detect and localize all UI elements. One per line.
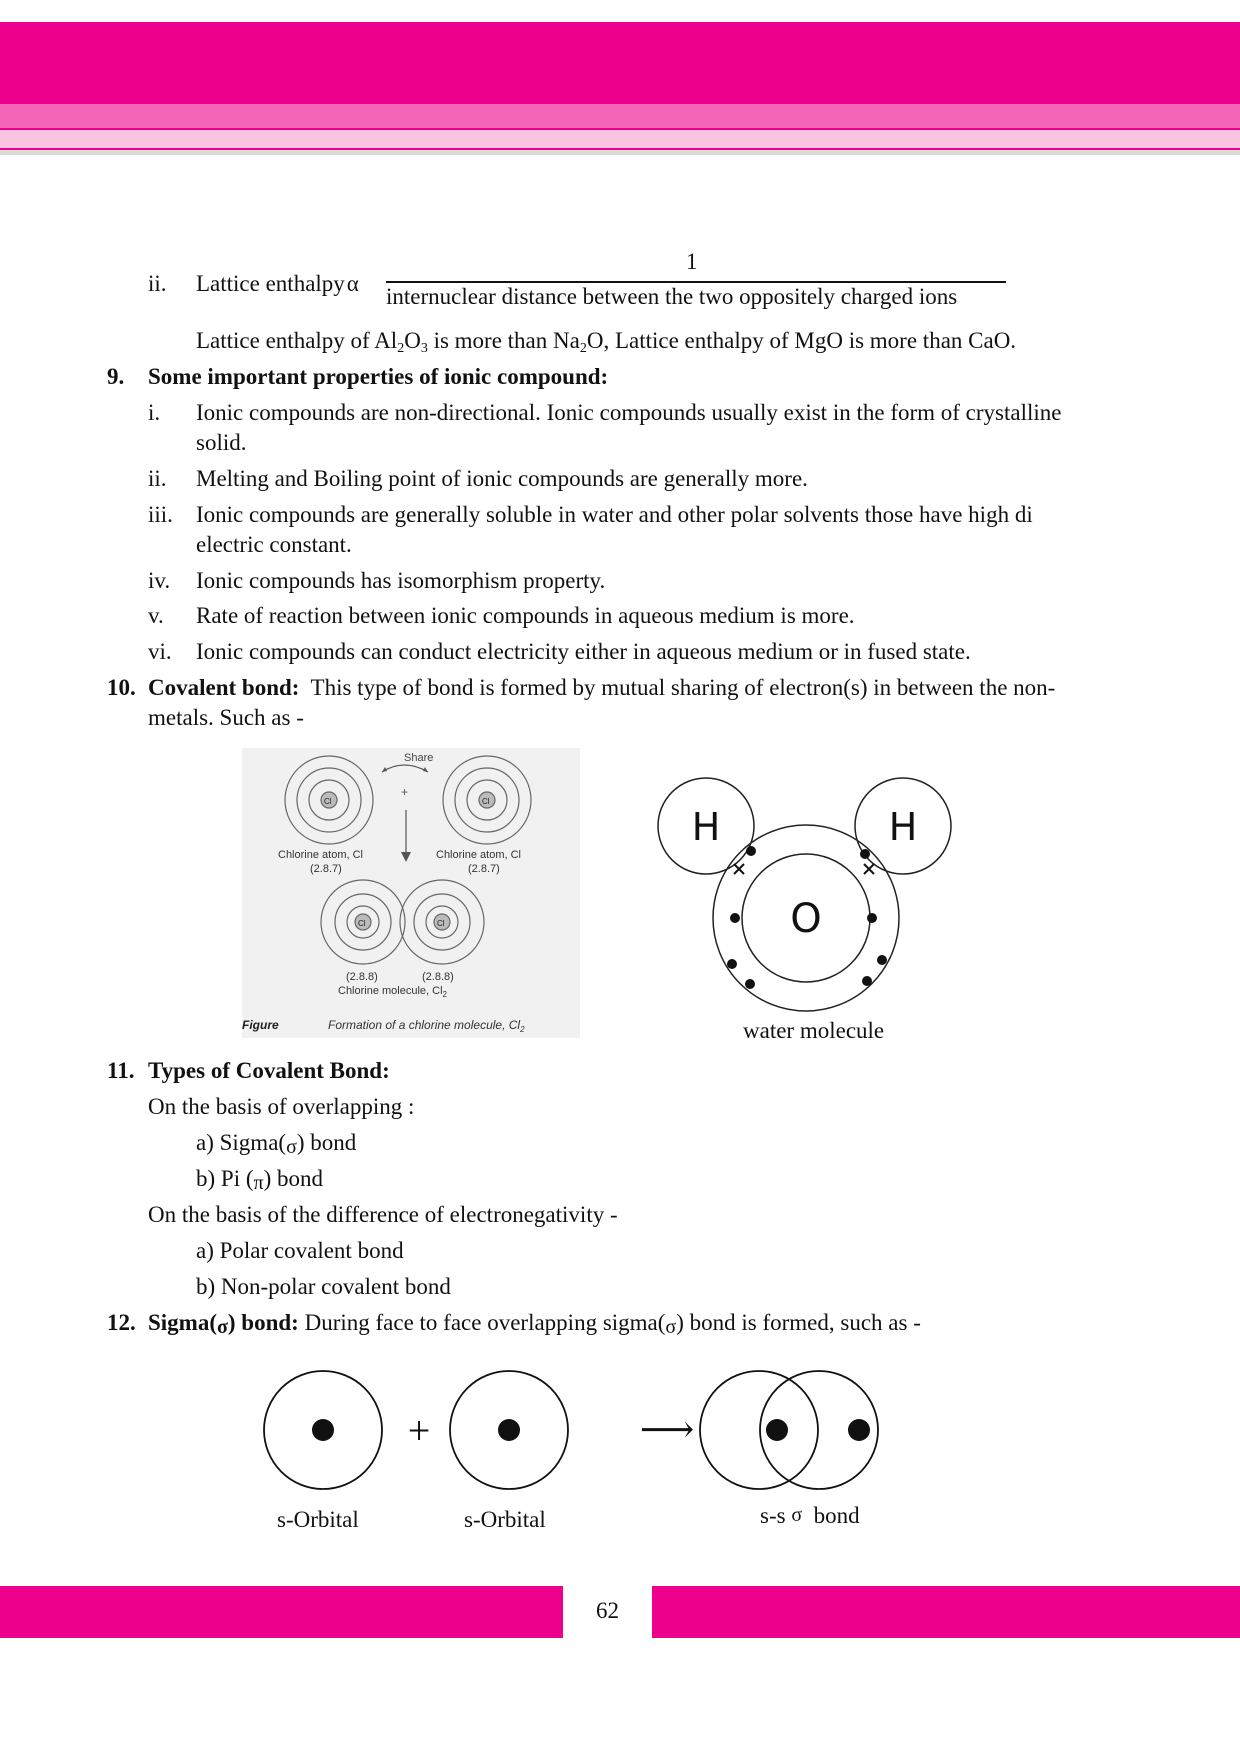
fraction-numerator: 1 <box>686 249 698 274</box>
list-item: Ionic compounds are non-directional. Ionic compounds usually exist in the form of crystalline <box>196 400 1062 425</box>
subscript: 2 <box>579 341 587 356</box>
subscript: 2 <box>442 990 447 999</box>
header-band-top <box>0 22 1240 104</box>
list-item: Ionic compounds has isomorphism property. <box>196 568 606 593</box>
nucleus-dot <box>312 1419 334 1441</box>
nucleus-label: Cl <box>482 797 490 806</box>
ss-sigma-bond-label <box>760 1502 860 1531</box>
header-band-middle <box>0 104 1240 128</box>
footer-band-left <box>0 1586 563 1638</box>
reaction-arrow-icon: ⟶ <box>639 1409 695 1451</box>
molecule-label <box>338 985 448 999</box>
lattice-comparison <box>196 327 1016 355</box>
hydrogen-electron-cross <box>734 864 744 874</box>
section-number: 12. <box>107 1310 136 1335</box>
item-number: i. <box>148 400 161 425</box>
list-item-text: ) bond <box>296 1130 357 1155</box>
list-item-continued: solid. <box>196 430 247 455</box>
section-text: This type of bond is formed by mutual sharing of electron(s) in between the non- <box>310 675 1056 700</box>
left-atom-config: (2.8.7) <box>310 863 342 875</box>
section-number: 9. <box>107 364 125 389</box>
footer-band-right <box>652 1586 1240 1638</box>
chlorine-molecule-figure <box>242 748 580 1038</box>
s-orbital-label: s-Orbital <box>277 1507 359 1532</box>
section-heading <box>148 1310 299 1338</box>
section-number: 11. <box>107 1058 135 1083</box>
item-number: vi. <box>148 639 172 664</box>
nucleus-label: Cl <box>358 919 366 928</box>
water-molecule-figure <box>656 772 956 1052</box>
sigma-symbol: σ <box>791 1504 803 1526</box>
section-number: 10. <box>107 675 136 700</box>
nucleus-dot <box>848 1419 870 1441</box>
left-atom-label: Chlorine atom, Cl <box>278 849 363 861</box>
section-heading: Types of Covalent Bond: <box>148 1058 390 1083</box>
heading-text: Sigma( <box>148 1310 217 1335</box>
header-band-light <box>0 130 1240 148</box>
item-number: ii. <box>148 466 167 491</box>
list-item: Rate of reaction between ionic compounds in aqueous medium is more. <box>196 603 855 628</box>
hydrogen-right-symbol: H <box>888 805 918 849</box>
subscript: 3 <box>420 341 428 356</box>
section-paragraph <box>148 1309 921 1338</box>
sigma-symbol: σ <box>665 1316 677 1338</box>
comparison-text: O <box>404 328 421 353</box>
list-item-text: b) Pi ( <box>196 1166 254 1191</box>
section-heading: Some important properties of ionic compound: <box>148 364 609 389</box>
right-atom-config: (2.8.7) <box>468 863 500 875</box>
basis-text: On the basis of overlapping : <box>148 1094 415 1119</box>
s-orbital-label: s-Orbital <box>464 1507 546 1532</box>
sigma-symbol: σ <box>217 1316 228 1338</box>
list-item: Melting and Boiling point of ionic compounds are generally more. <box>196 466 808 491</box>
label-text: s-s <box>760 1503 786 1528</box>
list-item: Ionic compounds are generally soluble in water and other polar solvents those have high di <box>196 502 1033 527</box>
share-label: Share <box>404 752 434 764</box>
figure-caption-text: Formation of a chlorine molecule, Cl <box>328 1018 521 1032</box>
list-item <box>196 1165 323 1194</box>
lattice-label-text: Lattice enthalpy <box>196 271 345 296</box>
oxygen-symbol: O <box>790 896 822 942</box>
item-number: iv. <box>148 568 171 593</box>
proportional-symbol: α <box>346 271 359 296</box>
figure-caption <box>328 1018 525 1034</box>
item-number: v. <box>148 603 164 628</box>
sigma-symbol: σ <box>286 1136 297 1158</box>
nucleus-dot <box>498 1419 520 1441</box>
section-text-continued: metals. Such as - <box>148 705 304 730</box>
heading-text: ) bond: <box>227 1310 299 1335</box>
subscript: 2 <box>520 1025 525 1034</box>
header-shadow <box>0 150 1240 155</box>
figure-word: Figure <box>242 1018 279 1032</box>
lattice-label <box>196 270 359 298</box>
list-item: a) Polar covalent bond <box>196 1238 404 1263</box>
plus-sign: + <box>407 1408 431 1453</box>
comparison-text: O, Lattice enthalpy of MgO is more than CaO. <box>586 328 1017 353</box>
label-text: bond <box>813 1503 860 1528</box>
hydrogen-electron-cross <box>864 864 874 874</box>
list-item <box>196 1129 356 1158</box>
nucleus-label: Cl <box>324 797 332 806</box>
molecule-label-text: Chlorine molecule, Cl <box>338 985 443 997</box>
down-arrowhead-icon <box>401 852 411 862</box>
list-item: Ionic compounds can conduct electricity either in aqueous medium or in fused state. <box>196 639 971 664</box>
overlap-orbital-left <box>700 1371 818 1489</box>
share-arrow-icon <box>382 765 428 772</box>
list-item-text: a) Sigma( <box>196 1130 287 1155</box>
hydrogen-left-symbol: H <box>691 805 721 849</box>
subscript: 2 <box>397 341 405 356</box>
molecule-config-right: (2.8.8) <box>422 971 454 983</box>
section-paragraph <box>148 674 1055 702</box>
right-atom-label: Chlorine atom, Cl <box>436 849 521 861</box>
nucleus-dot <box>766 1419 788 1441</box>
pi-symbol: π <box>253 1172 264 1194</box>
comparison-text: Lattice enthalpy of Al <box>196 328 398 353</box>
section-heading: Covalent bond: <box>148 675 300 700</box>
item-number: iii. <box>148 502 173 527</box>
nucleus-label: Cl <box>437 919 445 928</box>
list-item-continued: electric constant. <box>196 532 352 557</box>
page-number: 62 <box>596 1598 619 1623</box>
fraction-denominator: internuclear distance between the two oppositely charged ions <box>386 284 958 309</box>
section-text: During face to face overlapping sigma( <box>304 1310 666 1335</box>
molecule-config-left: (2.8.8) <box>346 971 378 983</box>
list-item: b) Non-polar covalent bond <box>196 1274 451 1299</box>
plus-sign: + <box>401 785 409 799</box>
water-molecule-label: water molecule <box>743 1018 885 1043</box>
section-text: ) bond is formed, such as - <box>676 1310 921 1335</box>
basis-text: On the basis of the difference of electronegativity - <box>148 1202 618 1227</box>
item-number: ii. <box>148 271 167 296</box>
comparison-text: is more than Na <box>427 328 580 353</box>
list-item-text: ) bond <box>263 1166 324 1191</box>
